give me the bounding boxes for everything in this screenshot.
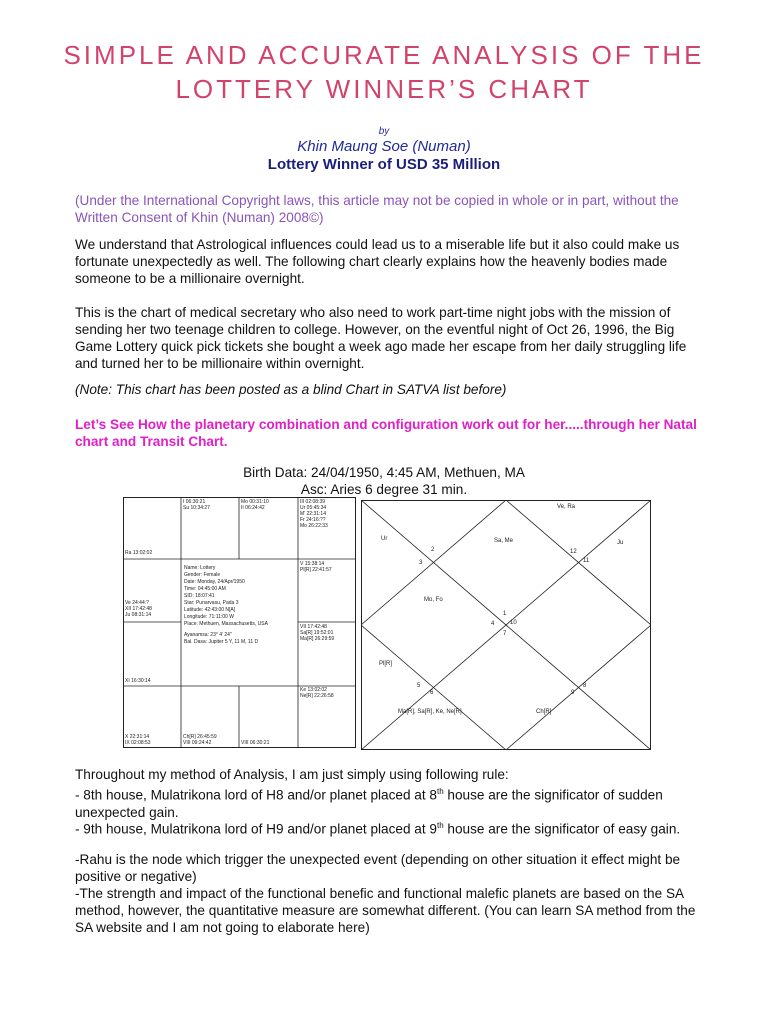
info-place: Place: Methuen, Massachusetts, USA — [184, 621, 268, 627]
house-6-planets: Ma[R], Sa[R], Ke, Ne[R] — [398, 709, 462, 715]
house-number-10: 10 — [510, 620, 517, 626]
cell-libra-1: VIII 06:30:21 — [241, 740, 270, 746]
cell-taurus-1: Mo 00:31:10 — [241, 499, 269, 505]
cell-aquarius-3: Ju 08:31:14 — [125, 612, 152, 618]
cell-gemini-5: Mo 26:22:33 — [300, 523, 328, 529]
house-number-3: 3 — [419, 560, 423, 566]
cell-scorpio-1: Ch[R] 26:45:59 — [183, 734, 217, 740]
rule-1: - 8th house, Mulatrikona lord of H8 and/or planet placed at 8th house are the significator of sudden unexpected gain. — [75, 787, 663, 820]
cell-gemini-4: Fr 24:16:?? — [300, 517, 326, 523]
cell-gemini-3: M' 22:31:14 — [300, 511, 326, 517]
house-number-4: 4 — [491, 621, 495, 627]
info-sid: SID: 18:07:41 — [184, 593, 215, 599]
info-gender: Gender: Female — [184, 572, 221, 578]
cell-aquarius-2: XII 17:42:48 — [125, 606, 152, 612]
analysis-intro: Throughout my method of Analysis, I am just simply using following rule: — [75, 767, 509, 782]
copyright-notice: (Under the International Copyright laws, this article may not be copied in whole or in part, without the Written Consent of Khin (Numan) 2008©) — [75, 193, 679, 225]
info-time: Time: 04:45:00 AM — [184, 586, 226, 592]
house-number-1: 1 — [503, 611, 507, 617]
info-dasa: Bal. Dasa: Jupiter 5 Y, 11 M, 11 D — [184, 639, 259, 645]
cell-gemini-1: III 02:08:39 — [300, 499, 326, 505]
house-12-planets: Ve, Ra — [557, 504, 576, 510]
cell-sagittarius-1: X 22:31:14 — [125, 734, 150, 740]
cell-taurus-2: II 06:24:42 — [241, 505, 265, 511]
intro-paragraph: We understand that Astrological influences could lead us to a miserable life but it also could make us fortunate unexpectedly as well. The following chart clearly explains how the heavenly bodies made someone to be a millionaire overnight. — [75, 237, 680, 286]
house-number-9: 9 — [571, 690, 575, 696]
house-number-6: 6 — [430, 690, 434, 696]
house-1-planets: Mo, Fo — [424, 597, 443, 603]
cell-leo-1: VII 17:42:48 — [300, 624, 327, 630]
south-indian-chart — [123, 497, 356, 748]
info-ayanamsa: Ayanamsa: 23° 4' 24" — [184, 632, 232, 638]
cell-aquarius-1: Ve 24:44:? — [125, 600, 149, 606]
ascendant: Asc: Aries 6 degree 31 min. — [300, 482, 468, 497]
title-line-2: LOTTERY WINNER’S CHART — [175, 74, 593, 104]
house-number-8: 8 — [583, 683, 587, 689]
cell-aries-1: I 06:30:21 — [183, 499, 206, 505]
cell-scorpio-2: VIII 09:24:42 — [183, 740, 212, 746]
house-number-12: 12 — [570, 549, 577, 555]
info-date: Date: Monday, 24/Apr/1950 — [184, 579, 245, 585]
cell-capricorn-1: XI 16:30:14 — [125, 678, 151, 684]
info-name: Name: Lottery — [184, 565, 216, 571]
title-line-1: SIMPLE AND ACCURATE ANALYSIS OF THE — [63, 40, 705, 70]
rule-3: -Rahu is the node which trigger the unexpected event (depending on other situation it effect might be positive or negative) — [75, 852, 681, 884]
info-longitude: Longitude: 71:11:00 W — [184, 614, 234, 620]
house-number-11: 11 — [583, 558, 590, 564]
cell-gemini-2: Ur 05:45:34 — [300, 505, 327, 511]
cell-pisces-1: Ra 13:02:02 — [125, 550, 153, 556]
cell-leo-2: Sa[R] 19:52:01 — [300, 630, 334, 636]
info-star: Star: Punarvasu, Pada 3 — [184, 600, 239, 606]
byline-by: by — [378, 126, 390, 137]
house-2-planets: Sa, Me — [494, 538, 514, 544]
cell-cancer-1: V 15:38:14 — [300, 561, 325, 567]
house-11-planets: Ju — [617, 540, 624, 546]
cell-sagittarius-2: IX 02:08:53 — [125, 740, 151, 746]
story-paragraph: This is the chart of medical secretary who also need to work part-time night jobs with the mission of sending her two teenage children to college. However, on the eventful night of Oct 26, 1996, the Big Game Lottery quick pick tickets she bought a week ago made her escape from her daily struggling life and turned her to be millionaire within overnight. — [75, 305, 687, 371]
cell-virgo-1: Ke 13:02:02 — [300, 687, 327, 693]
rule-4: -The strength and impact of the functional benefic and functional malefic planets are based on the SA method, however, the quantitative measure are somewhat different. (You can learn SA method from the SA website and I am not going to elaborate here) — [75, 886, 696, 935]
cell-cancer-2: Pl[R] 22:41:57 — [300, 567, 332, 573]
note-paragraph: (Note: This chart has been posted as a blind Chart in SATVA list before) — [75, 382, 507, 397]
birth-data: Birth Data: 24/04/1950, 4:45 AM, Methuen, MA — [243, 465, 525, 480]
author-name: Khin Maung Soe (Numan) — [297, 138, 471, 155]
cell-virgo-2: Ne[R] 22:26:58 — [300, 693, 334, 699]
info-latitude: Latitude: 42:43:00 N[A] — [184, 607, 236, 613]
cell-leo-3: Ma[R] 26:29:59 — [300, 636, 335, 642]
highlight-paragraph: Let’s See How the planetary combination and configuration work out for her.....through her Natal chart and Transit Chart. — [75, 417, 697, 449]
author-subtitle: Lottery Winner of USD 35 Million — [267, 156, 501, 173]
house-number-7: 7 — [503, 631, 507, 637]
house-8-planets: Ch[R] — [536, 709, 552, 715]
north-indian-chart — [361, 500, 651, 750]
rule-2: - 9th house, Mulatrikona lord of H9 and/or planet placed at 9th house are the significator of easy gain. — [75, 821, 681, 837]
house-4-planets: Pl[R] — [379, 661, 393, 667]
house-number-5: 5 — [417, 683, 421, 689]
house-number-2: 2 — [431, 547, 435, 553]
house-3-planets: Ur — [381, 536, 388, 542]
cell-aries-2: Su 10:34:27 — [183, 505, 210, 511]
